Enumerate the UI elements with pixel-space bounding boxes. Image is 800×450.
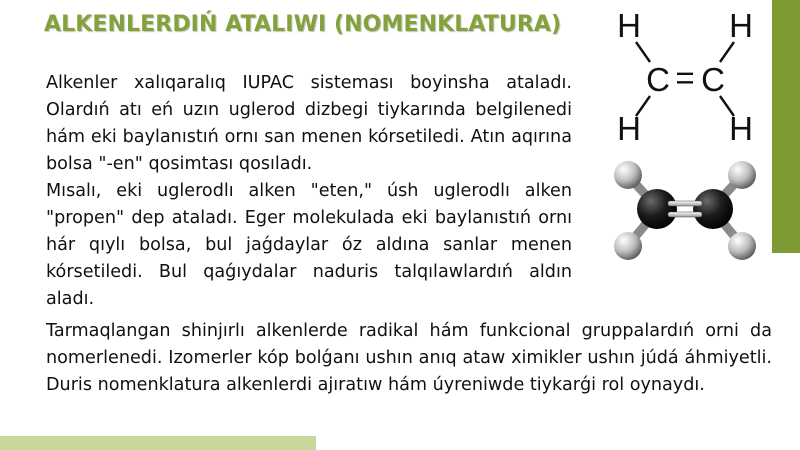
atom-c-left: C (646, 61, 670, 98)
carbon-ball-left (637, 189, 677, 229)
page-title: ALKENLERDIŃ ATALIWI (NOMENKLATURA) (44, 12, 562, 37)
atom-h-top-left: H (617, 7, 641, 44)
double-bond-stick-upper (668, 201, 702, 206)
bond-ch-top-left (636, 42, 650, 62)
hydrogen-ball-bottom-left (614, 232, 642, 260)
ethene-structure-svg (600, 0, 770, 272)
accent-bar-right (772, 0, 800, 253)
paragraph-branched-chains: Tarmaqlangan shinjırlı alkenlerde radikal hám funkcional gruppalardıń orni da nomerlenedi. Izomerler kóp bolǵanı ushın anıq ataw ximikler ushın júdá áhmiyetli. Duris nomenklatura alkenlerdi ajıratıw hám úyreniwde tiykarǵi rol oynaydı. (46, 321, 772, 395)
carbon-ball-right (693, 189, 733, 229)
double-bond-stick-lower (668, 212, 702, 217)
hydrogen-ball-top-left (614, 161, 642, 189)
paragraph-iupac-rules: Alkenler xalıqaralıq IUPAC sisteması boyinsha ataladı. Olardıń atı eń uzın uglerod dizbegi tiykarında belgilenedi hám eki baylanıstıń ornı san menen kórsetiledi. Atın aqırına bolsa "-en" qosimtası qosıladı. (46, 73, 572, 174)
atom-h-top-right: H (729, 7, 753, 44)
accent-bar-bottom (0, 436, 316, 450)
atom-h-bottom-right: H (729, 110, 753, 147)
structural-formula (617, 7, 753, 147)
atom-c-right: C (701, 61, 725, 98)
hydrogen-ball-bottom-right (728, 232, 756, 260)
double-bond-symbol: = (675, 59, 695, 96)
bond-ch-top-right (720, 42, 734, 62)
atom-h-bottom-left: H (617, 110, 641, 147)
ethene-figure (600, 0, 770, 272)
hydrogen-ball-top-right (728, 161, 756, 189)
paragraph-examples: Mısalı, eki uglerodlı alken "eten," úsh uglerodlı alken "propen" dep ataladı. Eger molekulada eki baylanıstıń ornı hár qıylı bolsa, bul jaǵdaylar óz aldına sanlar menen kórsetiledi. Bul qaǵıydalar naduris talqılawlardıń aldın aladı. (46, 181, 572, 309)
ball-and-stick-model (614, 161, 756, 260)
